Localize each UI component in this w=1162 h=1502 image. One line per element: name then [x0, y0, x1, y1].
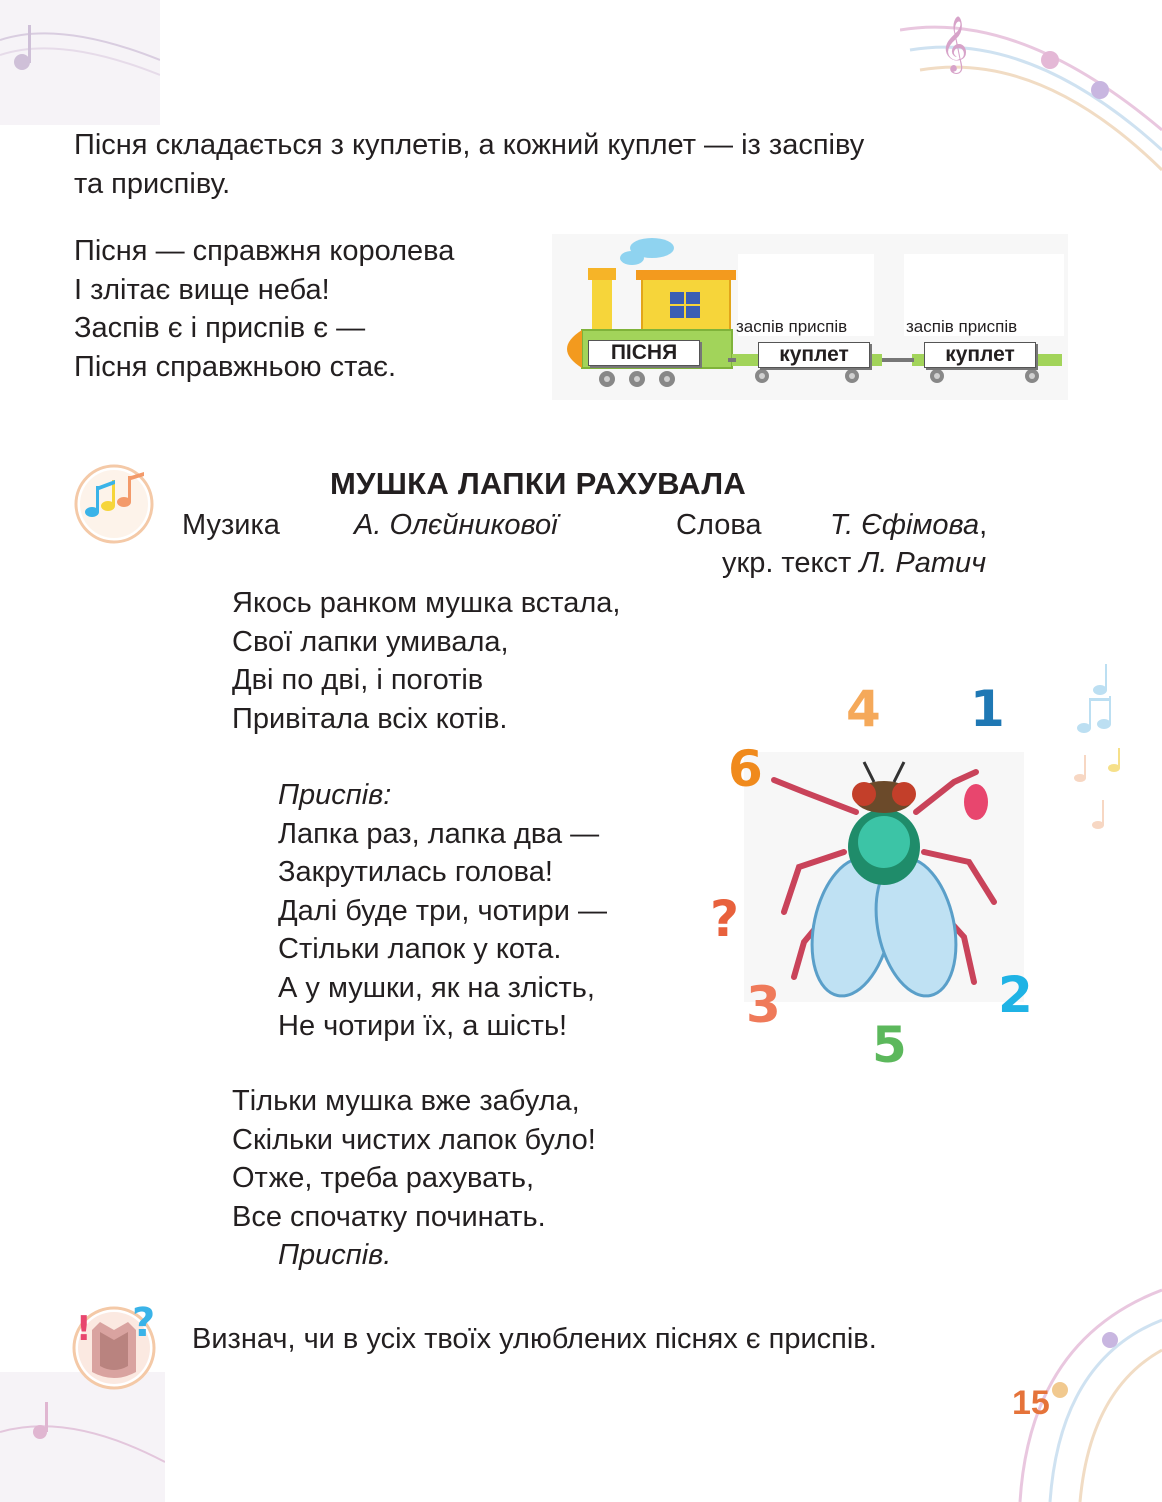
owl-question-icon [70, 1300, 162, 1392]
rhyme-line: І злітає вище неба! [74, 273, 330, 306]
verse-line: Все спочатку починать. [232, 1200, 546, 1233]
chorus-line: Стільки лапок у кота. [278, 933, 562, 965]
car-2-couplet-label: куплет [924, 342, 1036, 368]
question-mark: ? [710, 890, 740, 948]
translation-author: Л. Ратич [859, 547, 987, 579]
number-2: 2 [998, 966, 1033, 1024]
car-1-chorus-label: приспів [788, 317, 848, 336]
floating-notes-decoration [1070, 660, 1140, 840]
number-5: 5 [872, 1016, 907, 1074]
svg-text:!: ! [76, 1309, 92, 1349]
verse-line: Якось ранком мушка встала, [232, 587, 621, 619]
verse-1 [232, 584, 620, 738]
number-6: 6 [728, 740, 763, 798]
rhyme-line: Заспів є і приспів є — [74, 312, 366, 344]
rhyme [74, 232, 454, 386]
chorus-line: Далі буде три, чотири — [278, 894, 607, 927]
music-label: Музика [182, 509, 280, 541]
intro-paragraph [74, 126, 864, 203]
car-1-verse-label: заспів [736, 317, 784, 336]
verse-line: Отже, треба рахувать, [232, 1162, 535, 1194]
car-1-couplet-label: куплет [758, 342, 870, 368]
chorus-line: Не чотири їх, а шість! [278, 1010, 568, 1042]
chorus-line: Закрутилась голова! [278, 856, 553, 888]
task-text: Визнач, чи в усіх твоїх улюблених піснях є приспів. [192, 1323, 877, 1355]
page-number: 15 [1012, 1384, 1050, 1422]
car-1-top-labels [736, 317, 847, 337]
song-train-diagram [552, 234, 1068, 400]
music-author: А. Олєйникової [354, 509, 558, 541]
intro-line: Пісня складається з куплетів, а кожний куплет — із заспіву [74, 129, 865, 161]
chorus-label: Приспів: [278, 779, 392, 811]
translation-line [722, 544, 986, 583]
words-comma: , [979, 509, 988, 541]
song-title: МУШКА ЛАПКИ РАХУВАЛА [330, 466, 747, 501]
chorus-reference: Приспів. [278, 1239, 392, 1271]
music-decoration-top-right [900, 0, 1162, 180]
car-2-top-labels [906, 317, 1017, 337]
fly-illustration [744, 752, 1024, 1002]
number-1: 1 [970, 680, 1005, 738]
verse-line: Дві по дві, і поготів [232, 664, 484, 696]
svg-text:𝄞: 𝄞 [940, 16, 969, 72]
rhyme-line: Пісня справжньою стає. [74, 350, 397, 383]
words-label: Слова [676, 509, 762, 541]
chorus [278, 776, 607, 1046]
music-decoration-top-left [0, 0, 160, 125]
verse-line: Привітала всіх котів. [232, 702, 508, 735]
rhyme-line: Пісня — справжня королева [74, 235, 455, 267]
number-3: 3 [746, 976, 781, 1034]
svg-text:?: ? [132, 1300, 156, 1346]
chorus-line: А у мушки, як на злість, [278, 971, 595, 1004]
words-author: Т. Єфімова [830, 509, 980, 541]
intro-line: та приспіву. [74, 167, 231, 200]
number-4: 4 [846, 680, 881, 738]
car-2-chorus-label: приспів [958, 317, 1018, 336]
words-author-line [830, 506, 987, 545]
translation-label: укр. текст [722, 547, 852, 579]
chorus-line: Лапка раз, лапка два — [278, 817, 600, 850]
verse-line: Свої лапки умивала, [232, 625, 509, 658]
music-notes-icon [72, 462, 158, 546]
car-2-verse-label: заспів [906, 317, 954, 336]
verse-line: Скільки чистих лапок було! [232, 1123, 596, 1156]
verse-line: Тільки мушка вже забула, [232, 1085, 580, 1117]
engine-label-song: ПІСНЯ [588, 340, 700, 366]
verse-2 [232, 1082, 596, 1236]
